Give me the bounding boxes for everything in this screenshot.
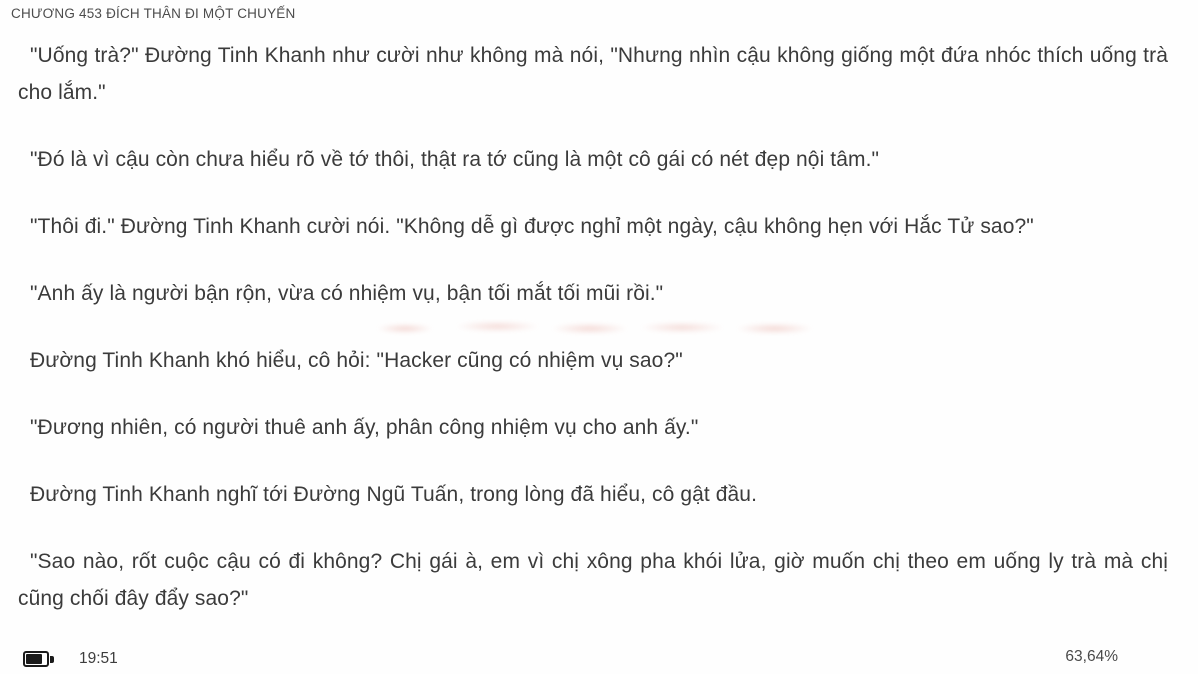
battery-fill	[26, 654, 42, 664]
status-bar	[0, 634, 1198, 674]
chapter-title: CHƯƠNG 453 ĐÍCH THÂN ĐI MỘT CHUYẾN	[11, 6, 296, 21]
battery-icon	[23, 651, 54, 667]
clock-time: 19:51	[79, 650, 118, 667]
paragraph: Đường Tinh Khanh khó hiểu, cô hỏi: "Hacker cũng có nhiệm vụ sao?"	[30, 349, 683, 372]
chapter-content	[18, 37, 1168, 647]
paragraph: "Đó là vì cậu còn chưa hiểu rõ về tớ thôi, thật ra tớ cũng là một cô gái có nét đẹp nội tâm."	[30, 148, 880, 171]
reading-progress-percent: 63,64%	[1065, 648, 1118, 665]
paragraph: "Sao nào, rốt cuộc cậu có đi không? Chị gái à, em vì chị xông pha khói lửa, giờ muốn chị theo em uống ly trà mà chị cũng chối đây đẩy sao?"	[18, 550, 1168, 610]
paragraph: "Anh ấy là người bận rộn, vừa có nhiệm vụ, bận tối mắt tối mũi rồi."	[30, 282, 664, 305]
status-left-group	[23, 650, 118, 668]
paragraph: Đường Tinh Khanh nghĩ tới Đường Ngũ Tuấn, trong lòng đã hiểu, cô gật đầu.	[30, 483, 758, 506]
paragraph: "Thôi đi." Đường Tinh Khanh cười nói. "Không dễ gì được nghỉ một ngày, cậu không hẹn với Hắc Tử sao?"	[30, 215, 1034, 238]
paragraph: "Đương nhiên, có người thuê anh ấy, phân công nhiệm vụ cho anh ấy."	[30, 416, 699, 439]
paragraph: "Uống trà?" Đường Tinh Khanh như cười như không mà nói, "Nhưng nhìn cậu không giống một đứa nhóc thích uống trà cho lắm."	[18, 44, 1168, 104]
battery-nub	[50, 656, 54, 663]
battery-body	[23, 651, 49, 667]
